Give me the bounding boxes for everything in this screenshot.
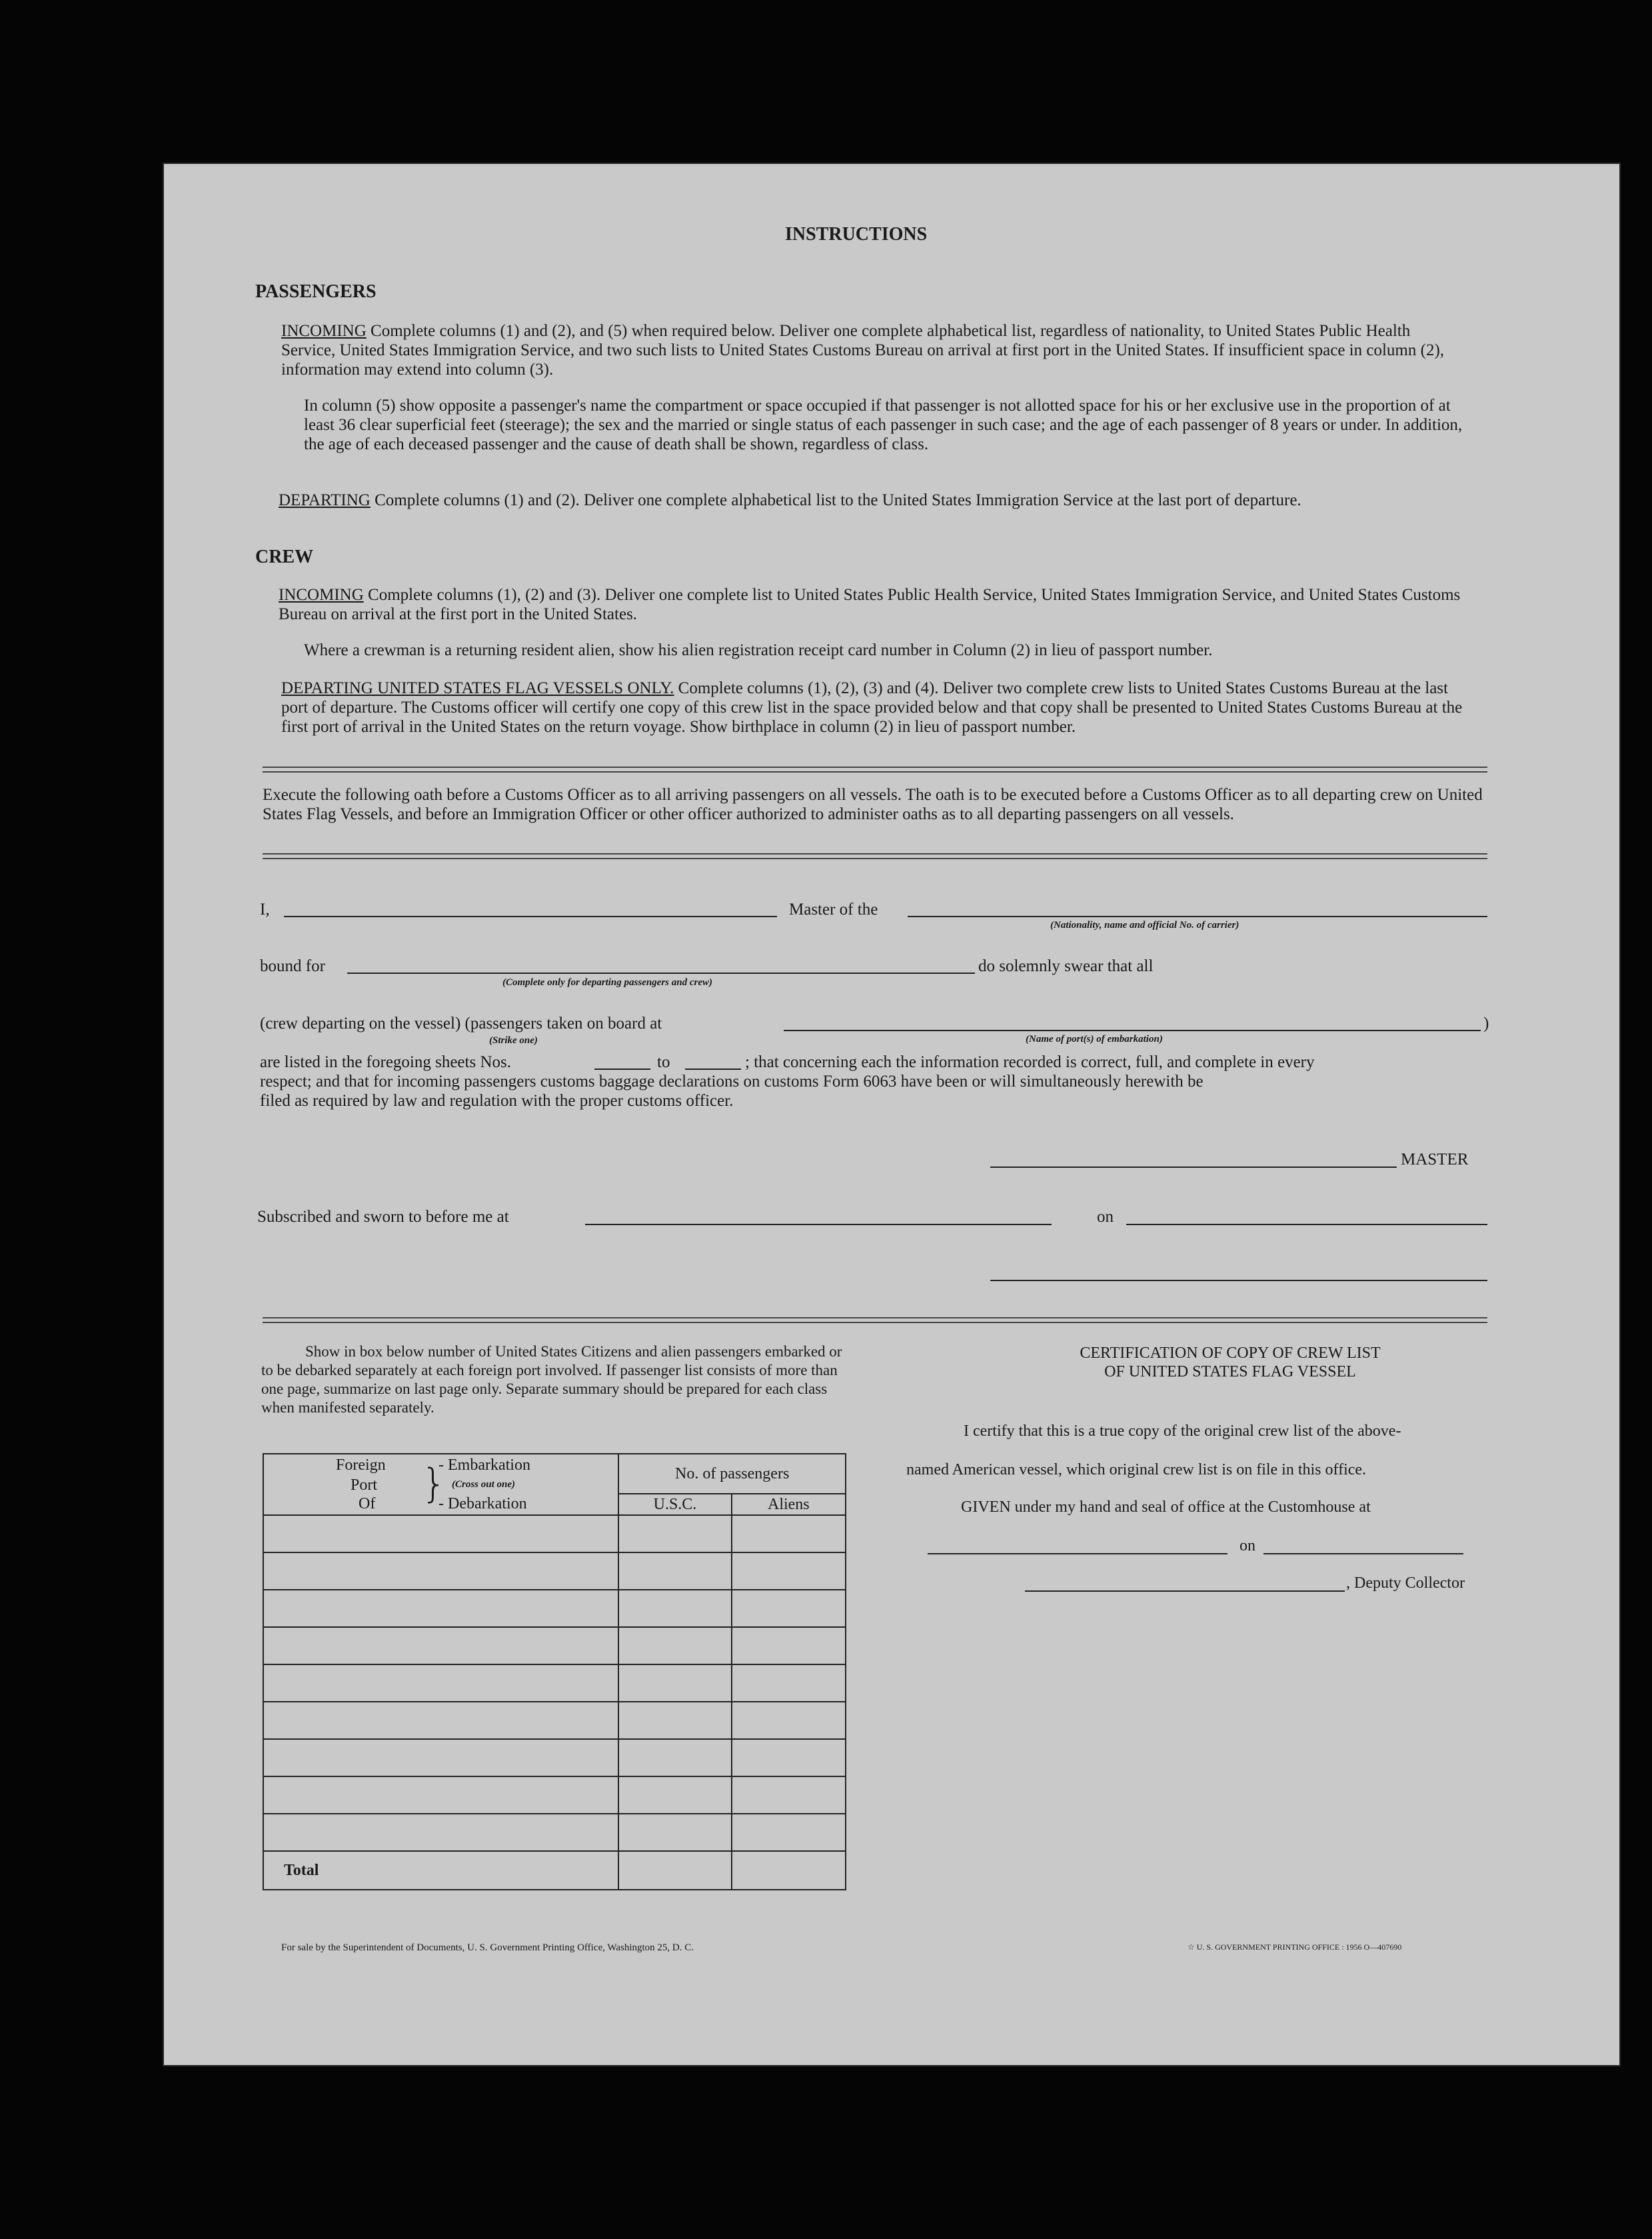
col-port: Port — [351, 1476, 378, 1494]
listed-text-3: filed as required by law and regulation with the proper customs officer. — [260, 1092, 734, 1110]
embarkation-label: - Embarkation — [438, 1456, 530, 1474]
divider-2 — [263, 853, 1487, 859]
total-label: Total — [263, 1851, 618, 1890]
master-signature-field[interactable] — [990, 1166, 1397, 1168]
port-cell[interactable] — [263, 1776, 618, 1814]
col-foreign: Foreign — [336, 1456, 386, 1474]
col-of: Of — [359, 1495, 376, 1512]
aliens-cell[interactable] — [732, 1776, 846, 1814]
form-sheet — [164, 164, 1619, 2065]
crew-incoming-text: Complete columns (1), (2) and (3). Deliver one complete list to United States Public Health Service, United States Immigration Service, and United States Customs Bureau on arrival at the first port in the United States. — [279, 586, 1461, 623]
passengers-departing-text: Complete columns (1) and (2). Deliver one complete alphabetical list to the United States Immigration Service at the last port of departure. — [375, 491, 1301, 509]
aliens-cell[interactable] — [732, 1664, 846, 1702]
oath-i-label: I, — [260, 901, 270, 919]
total-aliens-cell[interactable] — [732, 1851, 846, 1890]
usc-cell[interactable] — [618, 1702, 731, 1739]
table-row — [263, 1552, 846, 1590]
master-of-label: Master of the — [789, 901, 878, 919]
port-header-cell — [263, 1454, 618, 1515]
port-cell[interactable] — [263, 1515, 618, 1552]
usc-cell[interactable] — [618, 1552, 731, 1590]
crew-departing-label: DEPARTING UNITED STATES FLAG VESSELS ONLY. — [281, 679, 674, 697]
passengers-column5-para: In column (5) show opposite a passenger's name the compartment or space occupied if that passenger is not allotted space for his or her exclusive use in the proportion of at least 36 clear superficial feet (steerage); the sex and the married or single status of each passenger in such case; and the age of each passenger of 8 years or under. In addition, the age of each deceased passenger and the cause of death shall be shown, regardless of class. — [304, 397, 1463, 453]
subscribed-label: Subscribed and sworn to before me at — [257, 1208, 509, 1226]
passengers-departing-label: DEPARTING — [279, 491, 371, 509]
port-cell[interactable] — [263, 1590, 618, 1627]
passengers-heading: PASSENGERS — [255, 281, 377, 302]
table-row — [263, 1627, 846, 1664]
bound-for-hint: (Complete only for departing passengers and crew) — [502, 977, 712, 988]
passengers-incoming-label: INCOMING — [281, 322, 367, 340]
aliens-cell[interactable] — [732, 1814, 846, 1851]
footer-right: ☆ U. S. GOVERNMENT PRINTING OFFICE : 1956 O—407690 — [1188, 1942, 1402, 1952]
passenger-summary-table — [263, 1453, 846, 1890]
deputy-label: , Deputy Collector — [1346, 1574, 1465, 1592]
usc-cell[interactable] — [618, 1664, 731, 1702]
usc-cell[interactable] — [618, 1739, 731, 1776]
passengers-incoming-text: Complete columns (1) and (2), and (5) when required below. Deliver one complete alphabetical list, regardless of nationality, to United States Public Health Service, United States Immigration Service, and two such lists to United States Customs Bureau on arrival at first port in the United States. If insufficient space in column (2), information may extend into column (3). — [281, 322, 1445, 379]
carrier-field[interactable] — [908, 916, 1487, 917]
port-cell[interactable] — [263, 1739, 618, 1776]
listed-text-2: respect; and that for incoming passengers customs baggage declarations on customs Form 6063 have been or will simultaneously herewith be — [260, 1073, 1204, 1091]
crew-incoming-para — [279, 585, 1467, 624]
certification-title — [1030, 1344, 1430, 1381]
usc-cell[interactable] — [618, 1515, 731, 1552]
master-name-field[interactable] — [284, 916, 777, 917]
customhouse-field[interactable] — [928, 1553, 1228, 1554]
usc-cell[interactable] — [618, 1627, 731, 1664]
total-usc-cell[interactable] — [618, 1851, 731, 1890]
footer-left: For sale by the Superintendent of Documents, U. S. Government Printing Office, Washington 25, D. C. — [281, 1942, 694, 1953]
certification-title-2: OF UNITED STATES FLAG VESSEL — [1104, 1363, 1356, 1380]
listed-label: are listed in the foregoing sheets Nos. — [260, 1053, 511, 1071]
deputy-signature-field[interactable] — [1025, 1590, 1345, 1592]
certification-date-field[interactable] — [1263, 1553, 1463, 1554]
subscribed-date-field[interactable] — [1126, 1224, 1487, 1225]
usc-cell[interactable] — [618, 1590, 731, 1627]
oath-instructions: Execute the following oath before a Customs Officer as to all arriving passengers on all vessels. The oath is to be executed before a Customs Officer as to all departing crew on United States Flag Vessels, and before an Immigration Officer or other officer authorized to administer oaths as to all departing passengers on all vessels. — [263, 786, 1483, 823]
certification-title-1: CERTIFICATION OF COPY OF CREW LIST — [1080, 1344, 1381, 1362]
certification-on-label: on — [1239, 1537, 1255, 1554]
master-label: MASTER — [1401, 1150, 1469, 1168]
table-row — [263, 1702, 846, 1739]
total-row — [263, 1851, 846, 1890]
aliens-cell[interactable] — [732, 1590, 846, 1627]
crew-departing-text: Complete columns (1), (2), (3) and (4). Deliver two complete crew lists to United States Customs Bureau at the last port of departure. The Customs officer will certify one copy of this crew list in the space provided below and that copy shall be presented to United States Customs Bureau at the first port of arrival in the United States on the return voyage. Show birthplace in column (2) in lieu of passport number. — [281, 679, 1463, 736]
page-title: INSTRUCTIONS — [785, 224, 928, 245]
sheet-to-field[interactable] — [685, 1069, 741, 1070]
usc-cell[interactable] — [618, 1776, 731, 1814]
port-embarkation-field[interactable] — [784, 1030, 1481, 1031]
port-hint: (Name of port(s) of embarkation) — [1026, 1034, 1163, 1045]
crew-passengers-label: (crew departing on the vessel) (passengers taken on board at — [260, 1015, 662, 1033]
certification-text-2: named American vessel, which original crew list is on file in this office. — [906, 1461, 1367, 1478]
divider-1 — [263, 767, 1487, 773]
listed-rest: ; that concerning each the information recorded is correct, full, and complete in every — [745, 1053, 1315, 1071]
aliens-header: Aliens — [732, 1494, 846, 1515]
table-row — [263, 1776, 846, 1814]
table-row — [263, 1515, 846, 1552]
crew-departing-para — [281, 679, 1467, 737]
aliens-cell[interactable] — [732, 1515, 846, 1552]
port-cell[interactable] — [263, 1814, 618, 1851]
to-label: to — [657, 1053, 670, 1071]
debarkation-label: - Debarkation — [438, 1495, 527, 1512]
close-paren: ) — [1483, 1015, 1489, 1033]
crew-heading: CREW — [255, 547, 314, 567]
table-row — [263, 1739, 846, 1776]
certification-text-1: I certify that this is a true copy of the original crew list of the above- — [964, 1422, 1401, 1440]
officer-signature-field[interactable] — [990, 1280, 1487, 1281]
port-cell[interactable] — [263, 1664, 618, 1702]
carrier-hint: (Nationality, name and official No. of carrier) — [1050, 920, 1239, 931]
passengers-incoming-para — [281, 321, 1467, 379]
port-cell[interactable] — [263, 1552, 618, 1590]
usc-cell[interactable] — [618, 1814, 731, 1851]
aliens-cell[interactable] — [732, 1627, 846, 1664]
port-cell[interactable] — [263, 1627, 618, 1664]
aliens-cell[interactable] — [732, 1739, 846, 1776]
port-cell[interactable] — [263, 1702, 618, 1739]
strike-hint: (Strike one) — [489, 1035, 538, 1046]
table-row — [263, 1664, 846, 1702]
aliens-cell[interactable] — [732, 1552, 846, 1590]
usc-header: U.S.C. — [618, 1494, 731, 1515]
brace-icon: } — [421, 1460, 447, 1507]
sheet-from-field[interactable] — [594, 1069, 650, 1070]
bound-for-label: bound for — [260, 957, 325, 975]
no-passengers-header: No. of passengers — [618, 1454, 846, 1494]
divider-3 — [263, 1317, 1487, 1323]
subscribed-on-label: on — [1097, 1208, 1114, 1226]
passengers-departing-para — [279, 491, 1467, 510]
crew-incoming-label: INCOMING — [279, 586, 364, 604]
summary-instructions: Show in box below number of United States Citizens and alien passengers embarked or to be debarked separately at each foreign port involved. If passenger list consists of more than one page, summarize on last page only. Separate summary should be prepared for each class when manifested separately. — [261, 1343, 842, 1416]
cross-out-hint: (Cross out one) — [452, 1479, 516, 1490]
crew-resident-para: Where a crewman is a returning resident alien, show his alien registration receipt card number in Column (2) in lieu of passport number. — [304, 641, 1213, 659]
bound-for-field[interactable] — [347, 973, 975, 974]
subscribed-place-field[interactable] — [585, 1224, 1052, 1225]
table-row — [263, 1814, 846, 1851]
certification-text-3: GIVEN under my hand and seal of office at the Customhouse at — [961, 1498, 1371, 1516]
swear-label: do solemnly swear that all — [978, 957, 1154, 975]
aliens-cell[interactable] — [732, 1702, 846, 1739]
table-row — [263, 1590, 846, 1627]
